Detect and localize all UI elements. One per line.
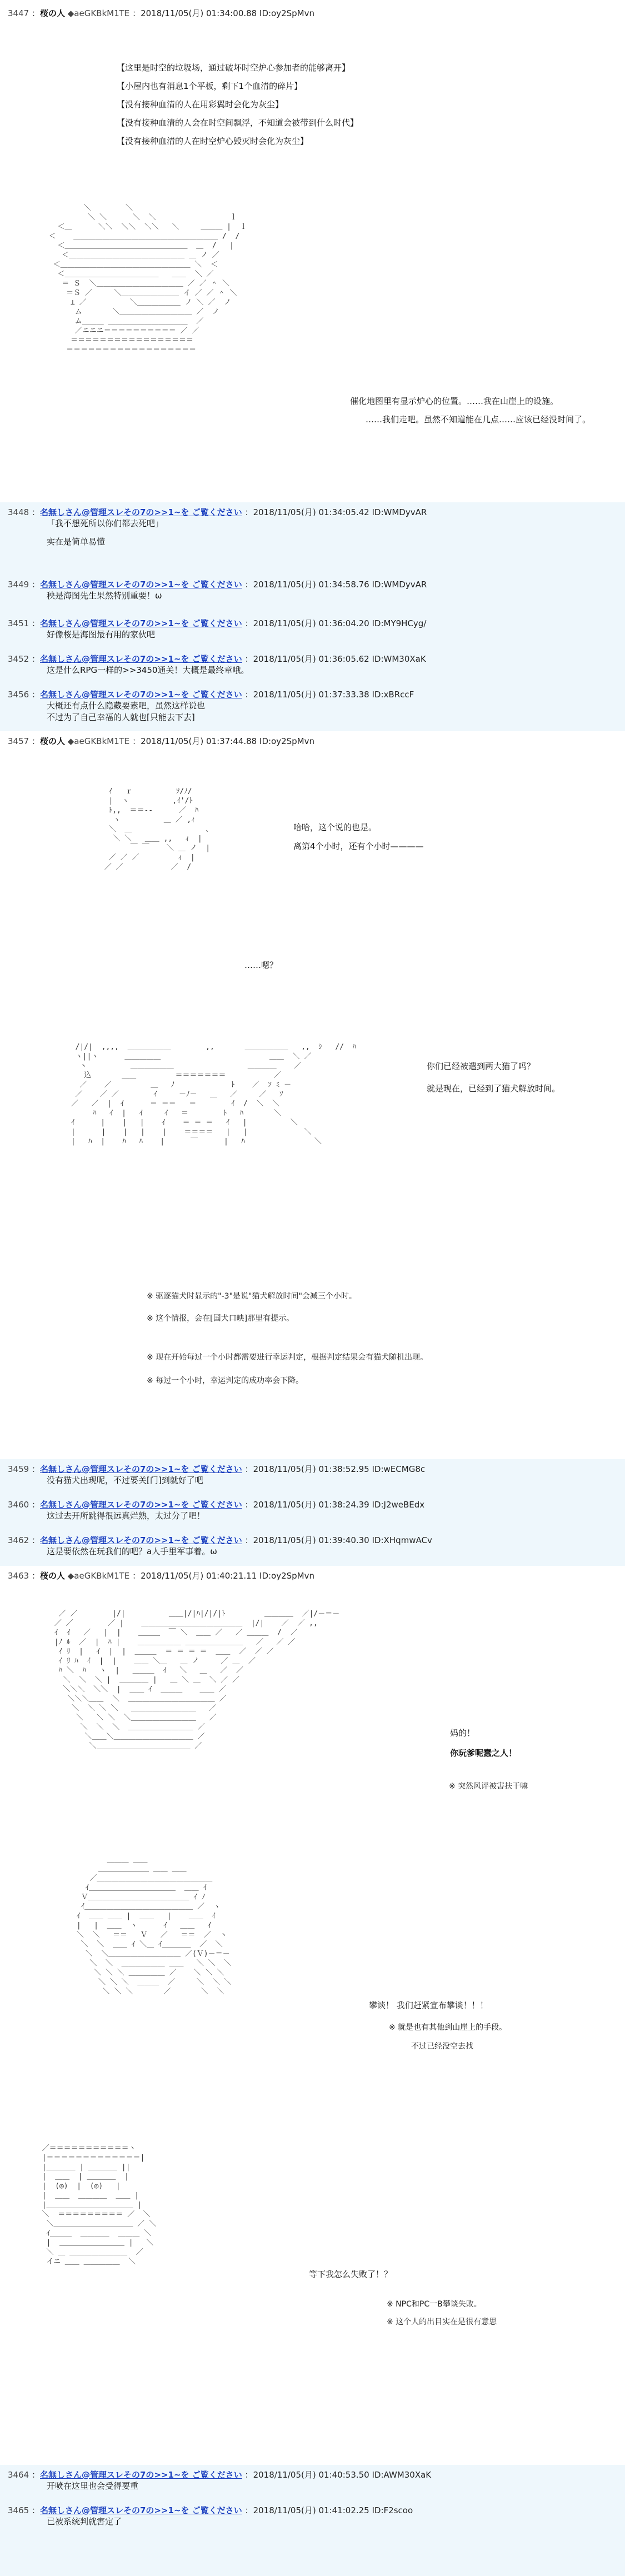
post-number: 3463 (8, 1571, 29, 1581)
post-date: 2018/11/05(月) 01:36:05.62 (253, 654, 369, 664)
post-header: 3448 ：名無しさん@管理スレその7の>>1~を ご覧ください ：2018/11/05(月) 01:34:05.42 ID:WMDyvAR (8, 507, 427, 517)
post-id: ID:AWM30XaK (372, 2470, 432, 2480)
post-3456 (0, 685, 625, 731)
post-id: ID:WM30XaK (372, 654, 426, 664)
post-number: 3456 (8, 690, 29, 700)
post-3451 (0, 613, 625, 649)
post-date: 2018/11/05(月) 01:36:04.20 (253, 618, 369, 628)
poster-name-link[interactable]: 名無しさん@管理スレその7の>>1~を ご覧ください (39, 1464, 242, 1474)
post-body (47, 590, 612, 602)
post-date: 2018/11/05(月) 01:34:05.42 (253, 507, 369, 517)
post-number: 3465 (8, 2505, 29, 2515)
post-body (47, 518, 612, 548)
poster-name-link[interactable]: 名無しさん@管理スレその7の>>1~を ご覧ください (39, 1500, 242, 1510)
ascii-art-figure-small: ｲ ｒ ｿ/ﾉ/ | ヽ ,ｲ'/ﾄ ﾄ,, ＝＝-- ／ ﾊ ヽ ＿ ／ ,ｨ ＼ ＿ ､ ＼ ＼ ＿＿ ,, ｨ | ￣ ￣ ＼ ＿ ノ | ／ ／ ／ ｨ | ／ ／ ／ / (104, 787, 211, 871)
poster-trip: ◆aeGKBkM1TE (67, 736, 130, 746)
ascii-art-figure-shout: ＿＿＿ ＿＿ ＿＿＿＿＿＿＿ ＿＿ ＿＿ ／＿＿＿＿＿＿＿＿＿＿＿＿＿＿＿＿ ｲ＿＿＿＿＿＿＿＿＿＿＿＿ ＿＿ ｲ Ｖ＿＿＿＿＿＿＿＿＿＿＿＿＿＿ ｲ ﾉ ｲ＿＿＿＿＿＿＿＿＿＿＿＿＿＿＿ ／ ヽ ｲ ＿＿ ＿＿ | ＿＿ | ＿＿ ｲ | | ＿＿ ヽ ｲ ＿＿ ｲ ＼ ＼ ＝＝ Ｖ ／ ＝＝ ／ ヽ ＼ ＼ ＿＿ ｲ ＼＿ ｲ＿＿＿＿ ／ ＼ ＼ ＼＿＿＿＿＿＿＿＿＿＿ ／(Ｖ)－＝－ ＼ ＼ ＿＿＿＿＿＿ ＿＿ ＼ ＼ ＼ ＼ ＼ ＼ ＿＿＿＿＿ ／ ＼ ＼ ＼ ＼ ＼ ＼ ＿＿＿ ／ ＼ ＼ ＼ ＼ ＼ ＼ ／ ＼ ＼ (76, 1855, 232, 1996)
post-line: 这是要依然在玩我们的吧？a人手里军事着。ω (47, 1546, 217, 1556)
post-date: 2018/11/05(月) 01:37:33.38 (253, 690, 369, 700)
dialogue-line: 哈哈，这个说的也是。 (293, 822, 377, 832)
dialogue-line: 离第4个小时，还有个小时———— (293, 841, 424, 851)
post-header: 3447 ：桜の人 ◆aeGKBkM1TE ：2018/11/05(月) 01:34:00.88 ID:oy2SpMvn (8, 8, 315, 18)
poster-name-link[interactable]: 名無しさん@管理スレその7の>>1~を ご覧ください (39, 580, 242, 590)
post-number: 3452 (8, 654, 29, 664)
note-line: ※ 突然风评被害扶干嘛 (449, 1782, 528, 1791)
post-header: 3464 ：名無しさん@管理スレその7の>>1~を ご覧ください ：2018/11/05(月) 01:40:53.50 ID:AWM30XaK (8, 2470, 432, 2480)
post-id: ID:oy2SpMvn (259, 736, 315, 746)
post-number: 3462 (8, 1535, 29, 1545)
post-date: 2018/11/05(月) 01:40:21.11 (141, 1571, 257, 1581)
post-id: ID:xBRccF (372, 690, 414, 700)
post-3452 (0, 649, 625, 685)
post-number: 3449 (8, 580, 29, 590)
post-id: ID:XHqmwACv (372, 1535, 432, 1545)
dialogue-line: 等下我怎么失败了！？ (309, 2269, 393, 2279)
post-line: 实在是简单易懂 (47, 537, 106, 547)
post-line: 好像桜是海图最有用的家伙吧 (47, 630, 156, 640)
rule-line: 【没有接种血清的人在时空炉心毁灭时会化为灰尘】 (117, 136, 309, 146)
note-line: ※ 驱逐猫犬时显示的"-3"是说"猫犬解放时间"会减三个小时。 (147, 1292, 357, 1301)
dialogue-line: 就是现在，已经到了猫犬解放时间。 (427, 1084, 561, 1094)
rule-line: 【小屋内也有消息1个平板，剩下1个血清的碎片】 (117, 81, 303, 91)
narration-line: 催化地图里有显示炉心的位置。……我在山崖上的设施。 (350, 396, 559, 406)
ascii-art-figure-large: /|/| ,,,, ＿＿＿＿＿＿ ,, ＿＿＿＿＿＿ ,, ｼ // ﾊ ヽ||ヽ ＿＿＿＿＿ ＿＿ ＼ ／ ヽ ＿＿＿＿＿＿ ＿＿＿＿ ／ 込 ＿＿ ＝＝＝＝＝＝＝ ／ ／ ／ ＿ ﾉ ﾄ ／ ｿ ﾐ － ／ ／ ／ ｲ －ﾉ－ ＿ ／ ／ ｿ ／ ／ | ｲ ＝ ＝＝ ＝ ｲ / ＼ ＼ ﾊ ｲ | ｲ ｲ ＝ ﾄ ﾊ ＼ ｲ | | | ｲ ＝ ＝ ＝ ｲ | ＼ | | | | | ＝＝＝＝ | | ＼ | ﾊ | ﾊ ﾊ | ￣ | ﾊ ＼ (71, 1043, 357, 1146)
note-line: ※ 这个人的出目实在是很有意思 (387, 2318, 497, 2327)
poster-name-link[interactable]: 名無しさん@管理スレその7の>>1~を ご覧ください (39, 1535, 242, 1545)
poster-name-link[interactable]: 名無しさん@管理スレその7の>>1~を ご覧ください (39, 654, 242, 664)
rule-line: 【这里是时空的垃圾场，通过破坏时空炉心参加者的能够离开】 (117, 63, 351, 73)
poster-name-link[interactable]: 名無しさん@管理スレその7の>>1~を ご覧ください (39, 2470, 242, 2480)
post-body (47, 665, 612, 676)
post-3464 (0, 2465, 625, 2500)
rules-box (117, 61, 358, 153)
note-line: ※ NPC和PC一B攀谈失败。 (387, 2300, 482, 2309)
post-body (47, 629, 612, 641)
post-line: 秧是海图先生果然特别重要！ω (47, 591, 162, 601)
post-3465 (0, 2500, 625, 2576)
post-body (47, 1475, 612, 1486)
post-body (47, 2516, 612, 2528)
post-date: 2018/11/05(月) 01:38:52.95 (253, 1464, 369, 1474)
post-line: 这过去开所跳得很远真烂熟，太过分了吧！ (47, 1511, 206, 1521)
rule-line: 【没有接种血清的人在用彩翼时会化为灰尘】 (117, 99, 284, 109)
post-line: 不过为了自己幸福的人就也[只能去下去] (47, 712, 195, 722)
post-date: 2018/11/05(月) 01:40:53.50 (253, 2470, 369, 2480)
post-number: 3448 (8, 507, 29, 517)
note-line: ※ 每过一个小时，幸运判定的成功率会下降。 (147, 1376, 304, 1385)
poster-name-link[interactable]: 名無しさん@管理スレその7の>>1~を ご覧ください (39, 618, 242, 628)
post-line: 大概还有点什么隐藏要素吧，虽然这样说也 (47, 701, 206, 711)
ascii-art-figure-robot: ／＝＝＝＝＝＝＝＝＝＝＝ヽ |＝＝＝＝＝＝＝＝＝＝＝＝＝| |＿＿＿＿ | ＿＿＿＿ || | ＿＿ | ＿＿＿＿ | | (◎) | (◎) | | ＿＿ ＿＿＿＿ ＿＿ | |＿＿＿＿＿＿＿＿＿＿＿＿ | ＼ ＝＝＝＝＝＝＝＝＝ ／ ＼ ＼＿＿＿＿＿＿＿＿＿＿＿ ／ ＼ ｲ＿＿＿ ＿＿＿＿ ＿＿＿ ＼ | ＿＿＿＿＿＿＿＿＿ | ＼ ＼ ＿ ＿＿＿＿＿＿＿＿ ／ イニ ＿＿ ＿＿＿＿＿ ＼ (42, 2144, 157, 2266)
post-body (47, 2480, 612, 2492)
post-header: 3463 ：桜の人 ◆aeGKBkM1TE ：2018/11/05(月) 01:40:21.11 ID:oy2SpMvn (8, 1571, 315, 1581)
post-3447 (0, 3, 625, 498)
poster-name: 桜の人 (39, 1571, 65, 1581)
poster-trip: ◆aeGKBkM1TE (67, 8, 130, 18)
dialogue-line: 你玩爹呢蠢之人！ (450, 1748, 517, 1758)
post-number: 3447 (8, 8, 29, 18)
post-line: 没有猫犬出现呢，不过要关[门]到就好了吧 (47, 1475, 203, 1485)
post-header: 3460 ：名無しさん@管理スレその7の>>1~を ご覧ください ：2018/11/05(月) 01:38:24.39 ID:J2weBEdx (8, 1500, 425, 1510)
post-id: ID:wECMG8c (372, 1464, 426, 1474)
dialogue-line: 攀谈！ 我们赶紧宣布攀谈！！！ (369, 2000, 488, 2010)
post-id: ID:oy2SpMvn (259, 8, 315, 18)
post-date: 2018/11/05(月) 01:34:00.88 (141, 8, 257, 18)
post-id: ID:J2weBEdx (372, 1500, 425, 1510)
post-number: 3460 (8, 1500, 29, 1510)
post-3448 (0, 502, 625, 575)
dialogue-line: 你们已经被遣到两大猫了吗？ (427, 1061, 536, 1071)
post-header: 3449 ：名無しさん@管理スレその7の>>1~を ご覧ください ：2018/11/05(月) 01:34:58.76 ID:WMDyvAR (8, 580, 427, 590)
post-number: 3451 (8, 618, 29, 628)
post-body (47, 1546, 612, 1557)
narration-line: ……我们走吧。虽然不知道能在几点……应该已经没时间了。 (366, 415, 591, 425)
ascii-art-scene: ＼ ＼ ＼ ＼ ＼ ＼ ｌ ＜＿ ＼＼ ＼＼ ＼＼ ＼ ＿＿＿ | ｌ ＜ ＿＿＿＿＿＿＿＿＿＿＿＿＿＿＿＿＿＿＿＿ / / ＜＿＿＿＿＿＿＿＿＿＿＿＿＿＿＿＿＿ ＿ / | ＜＿＿＿＿＿＿＿＿＿＿＿＿＿＿＿＿ ＿ ノ ／ ＜＿＿＿＿＿＿＿＿＿＿＿＿＿＿＿＿＿＿ ＼ ＜ ＜＿＿＿＿＿＿＿＿＿＿＿＿＿ ＿＿ ＼ ／ ＝ Ｓ ＼＿＿＿＿＿＿＿＿＿＿＿＿ ／ ／ ＾ ＼ ＝Ｓ ／ ＼＿＿＿＿＿＿＿＿ イ ／ ／ ＾ ＼ ⊥ ／ ＼＿＿＿＿＿＿ ノ ＼ ／ ノ ム ＼＿＿＿＿＿＿＿＿＿＿ ／ ノ ム＿＿＿ ＿＿＿＿＿＿＿＿＿＿＿ ／ ／ニニニ＝＝＝＝＝＝＝＝＝＝ ／ ／ ＝＝＝＝＝＝＝＝＝＝＝＝＝＝＝＝＝ ＝＝＝＝＝＝＝＝＝＝＝＝＝＝＝＝＝＝ (48, 204, 247, 354)
note-line: ※ 这个情报，会在[国犬口映]那里有提示。 (147, 1314, 294, 1323)
post-3463 (0, 1566, 625, 2465)
post-header: 3456 ：名無しさん@管理スレその7の>>1~を ご覧ください ：2018/11/05(月) 01:37:33.38 ID:xBRccF (8, 690, 414, 700)
post-body (47, 700, 612, 723)
post-3460 (0, 1495, 625, 1530)
post-date: 2018/11/05(月) 01:41:02.25 (253, 2505, 369, 2515)
poster-name: 桜の人 (39, 736, 65, 746)
post-date: 2018/11/05(月) 01:34:58.76 (253, 580, 369, 590)
poster-name-link[interactable]: 名無しさん@管理スレその7の>>1~を ご覧ください (39, 507, 242, 517)
post-date: 2018/11/05(月) 01:38:24.39 (253, 1500, 369, 1510)
post-id: ID:F2scoo (372, 2505, 413, 2515)
post-line: 开喷在这里也会受得要重 (47, 2481, 139, 2491)
poster-name-link[interactable]: 名無しさん@管理スレその7の>>1~を ご覧ください (39, 2505, 242, 2515)
post-number: 3464 (8, 2470, 29, 2480)
post-3459 (0, 1459, 625, 1495)
dialogue-line: ……嗯？ (244, 960, 278, 970)
rule-line: 【没有接种血清的人会在时空间飘浮，不知道会被带到什么时代】 (117, 118, 359, 128)
note-line: 不过已经没空去找 (411, 2042, 473, 2051)
post-3457 (0, 731, 625, 1459)
post-date: 2018/11/05(月) 01:39:40.30 (253, 1535, 369, 1545)
post-header: 3459 ：名無しさん@管理スレその7の>>1~を ご覧ください ：2018/11/05(月) 01:38:52.95 ID:wECMG8c (8, 1464, 426, 1474)
post-3449 (0, 575, 625, 613)
note-line: ※ 就是也有其他到山崖上的手段。 (389, 2023, 507, 2032)
post-header: 3452 ：名無しさん@管理スレその7の>>1~を ご覧ください ：2018/11/05(月) 01:36:05.62 ID:WM30XaK (8, 654, 426, 664)
post-header: 3465 ：名無しさん@管理スレその7の>>1~を ご覧ください ：2018/11/05(月) 01:41:02.25 ID:F2scoo (8, 2505, 413, 2515)
post-number: 3459 (8, 1464, 29, 1474)
post-header: 3462 ：名無しさん@管理スレその7の>>1~を ご覧ください ：2018/11/05(月) 01:39:40.30 ID:XHqmwACv (8, 1535, 432, 1545)
ascii-art-figure-angry: ／ ／ |/| ＿＿|/|ﾊ|/|/|ﾄ ＿＿＿＿ ／|/－＝－ ／ ／ ／ | ＿＿＿＿＿＿＿＿＿＿＿＿＿＿ |/| ／ ／ ,, ｲ ｲ ／ | | ＿＿＿ ￣ ＼ ＿＿ ／ ／ ＿＿＿ / ／ |ﾉ ﾙ ／ | ﾊ | ＿＿＿＿＿＿ ＿＿＿＿＿＿＿＿ ／ ／ ／ ｲ ﾘ | ｲ | | ＿＿＿ ＝ ＝ ＝ ＝ ＿＿ ／ ／ ／ ｲ ﾘ ﾊ ｲ | | ＿＿ ＼＿ ＿ ノ ／ ＿ ／ ﾊ ＼ ﾊ ヽ | ＿＿＿ ｲ ＼ ＿ ／ ／ ＼ ＼ ＼ | ＿＿＿＿ | ＿ ＼ ＿ ＼ ／ ／ ＼＼＼ ＼＼ | ＿＿ ｲ ＿＿＿ ＿＿ ／ ＼＼＼＿＿ ＼ ＿＿＿＿＿＿＿＿＿＿＿＿ ／ ＼ ＼ ＼ ＼ ＿＿＿＿＿＿＿＿＿ ／ ＼ ＼ ＼ ＼＿＿＿＿＿＿＿＿＿ ／ ＼ ＼ ＼ ＿＿＿＿＿＿＿＿＿ ／ ＼＿＿＼＿＿＿＿＿＿＿＿＿＿＿ ／ ＼＿＿＿＿＿＿＿＿＿＿＿＿＿ ／ (54, 1610, 340, 1750)
post-body (47, 1510, 612, 1522)
post-line: 这是什么RPG一样的>>3450通关！大概是最终章哦。 (47, 665, 249, 675)
post-id: ID:WMDyvAR (372, 507, 427, 517)
post-header: 3451 ：名無しさん@管理スレその7の>>1~を ご覧ください ：2018/11/05(月) 01:36:04.20 ID:MY9HCyg/ (8, 618, 427, 628)
poster-name-link[interactable]: 名無しさん@管理スレその7の>>1~を ご覧ください (39, 690, 242, 700)
poster-name: 桜の人 (39, 8, 65, 18)
post-line: 「我不想死所以你们都去死吧」 (47, 518, 164, 528)
post-date: 2018/11/05(月) 01:37:44.88 (141, 736, 257, 746)
post-id: ID:oy2SpMvn (259, 1571, 315, 1581)
post-id: ID:WMDyvAR (372, 580, 427, 590)
post-line: 已被系统判就害定了 (47, 2517, 122, 2527)
post-id: ID:MY9HCyg/ (372, 618, 427, 628)
poster-trip: ◆aeGKBkM1TE (67, 1571, 130, 1581)
note-line: ※ 现在开始每过一个小时都需要进行幸运判定，根据判定结果会有猫犬随机出现。 (147, 1353, 428, 1362)
post-header: 3457 ：桜の人 ◆aeGKBkM1TE ：2018/11/05(月) 01:37:44.88 ID:oy2SpMvn (8, 736, 315, 746)
post-3462 (0, 1530, 625, 1566)
post-number: 3457 (8, 736, 29, 746)
dialogue-line: 妈的！ (450, 1728, 476, 1738)
